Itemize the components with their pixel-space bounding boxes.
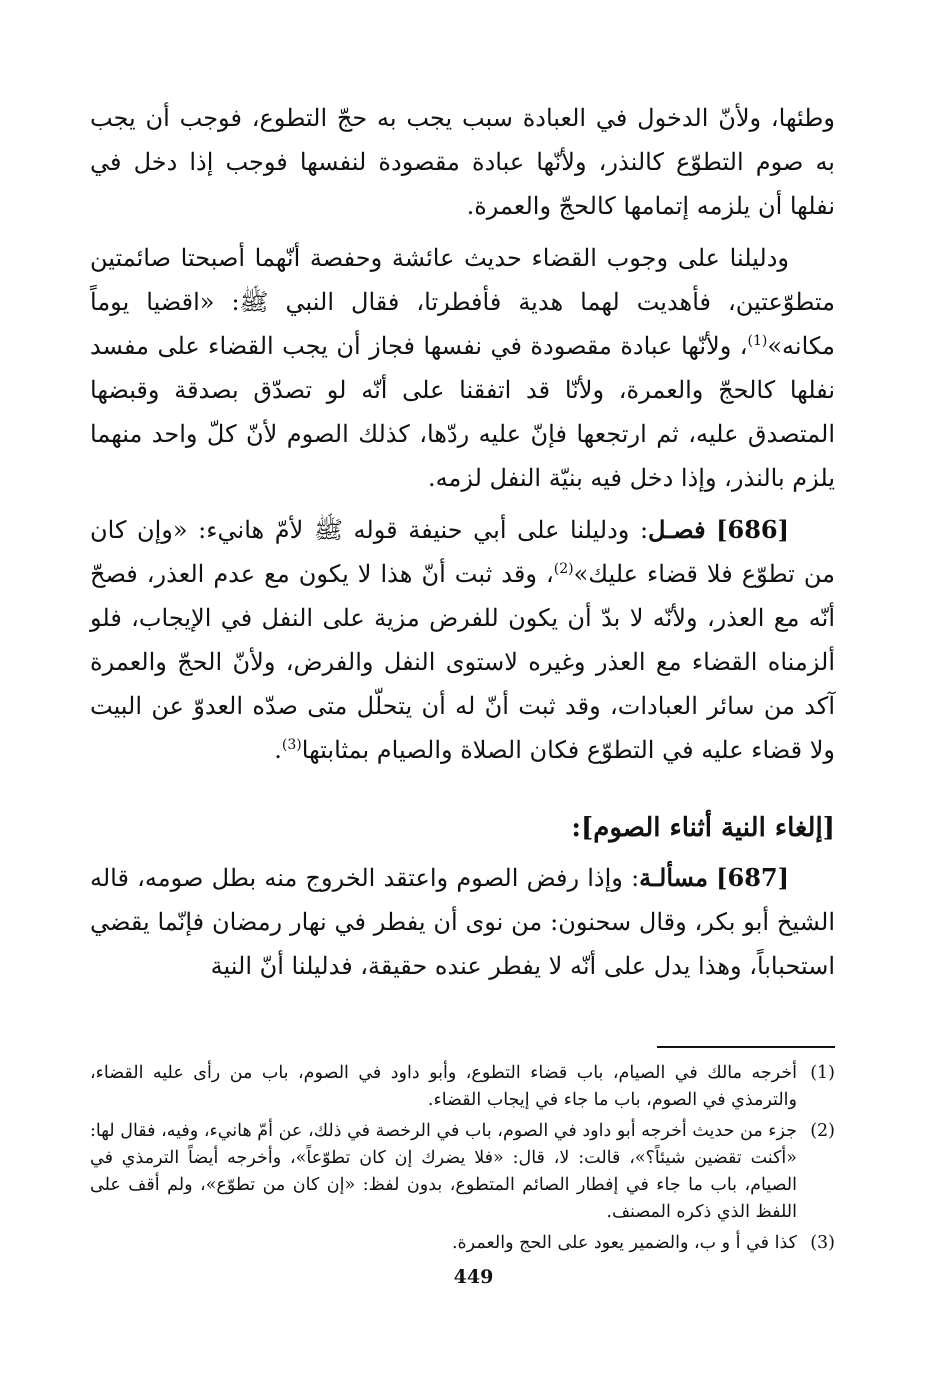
footnote-1: [90, 1060, 835, 1114]
main-text: [90, 96, 835, 988]
paragraph-1-text: وطئها، ولأنّ الدخول في العبادة سبب يجب به حجّ التطوع، فوجب أن يجب به صوم التطوّع كالنذر، ولأنّها عبادة مقصودة لنفسها فوجب إذا دخل في نفلها أن يلزمه إتمامها كالحجّ والعمرة.: [90, 104, 835, 220]
footnote-1-number: (1): [810, 1063, 835, 1083]
section-686-text-c: .: [274, 736, 282, 764]
section-686-text-a: : ودليلنا على أبي حنيفة قوله ﷺ لأمّ هانيء: «وإن كان من تطوّع فلا قضاء عليك»: [90, 516, 835, 588]
paragraph-1: [90, 96, 835, 228]
page-number: 449: [453, 1266, 494, 1288]
section-687-label: مسألـة: [639, 863, 708, 892]
footnote-ref-2[interactable]: (2): [553, 561, 574, 577]
section-687: [90, 856, 835, 988]
footnote-3: [90, 1230, 835, 1257]
section-686-text-b: ، وقد ثبت أنّ هذا لا يكون مع عدم العذر، فصحّ أنّه مع العذر، ولأنّه لا بدّ أن يكون للفرض مزية على النفل في الإيجاب، فلو ألزمناه القضاء مع العذر وغيره لاستوى النفل والفرض، ولأنّ الحجّ والعمرة آكد من سائر العبادات، وقد ثبت أنّ له أن يتحلّل متى صدّه العدوّ عن البيت ولا قضاء عليه في التطوّع فكان الصلاة والصيام بمثابتها: [90, 560, 835, 764]
footnote-2-number: (2): [810, 1121, 835, 1141]
footnote-2-text: جزء من حديث أخرجه أبو داود في الصوم، باب في الرخصة في ذلك، عن أمّ هانيء، وفيه، فقال لها: «أكنت تقضين شيئاً؟»، قالت: لا، قال: «فلا يضرك إن كان تطوّعاً»، وأخرجه أيضاً الترمذي في الصيام، باب ما جاء في إفطار الصائم المتطوع، بدون لفظ: «إن كان من تطوّع»، ولم أقف على اللفظ الذي ذكره المصنف.: [90, 1121, 797, 1222]
paragraph-2: [90, 236, 835, 500]
footnote-1-text: أخرجه مالك في الصيام، باب قضاء التطوع، وأبو داود في الصوم، باب من رأى عليه القضاء، والترمذي في الصوم، باب ما جاء في إيجاب القضاء.: [90, 1063, 797, 1110]
footnote-ref-3[interactable]: (3): [281, 737, 302, 753]
footnote-ref-1[interactable]: (1): [747, 333, 768, 349]
footnote-2: [90, 1118, 835, 1226]
paragraph-2-text-a: ودليلنا على وجوب القضاء حديث عائشة وحفصة أنّهما أصبحتا صائمتين متطوّعتين، فأهديت لهما هدية فأفطرتا، فقال النبي ﷺ: «اقضيا يوماً مكانه»: [90, 244, 835, 360]
section-686: [90, 508, 835, 772]
section-687-number: [687]: [716, 863, 789, 892]
section-687-text: : وإذا رفض الصوم واعتقد الخروج منه بطل صومه، قاله الشيخ أبو بكر، وقال سحنون: من نوى أن يفطر في نهار رمضان فإنّما يقضي استحباباً، وهذا يدل على أنّه لا يفطر عنده حقيقة، فدليلنا أنّ النية: [90, 864, 835, 980]
section-heading: [إلغاء النية أثناء الصوم]:: [571, 813, 835, 843]
footnotes: [90, 1060, 835, 1257]
footnote-divider: [657, 1046, 835, 1048]
footnote-3-text: كذا في أ و ب، والضمير يعود على الحج والعمرة.: [451, 1233, 797, 1253]
section-686-number: [686]: [716, 515, 789, 544]
section-686-label: فصـل: [648, 515, 706, 544]
paragraph-2-text-b: ، ولأنّها عبادة مقصودة في نفسها فجاز أن يجب القضاء على مفسد نفلها كالحجّ والعمرة، ولأنّا قد اتفقنا على أنّه لو تصدّق بصدقة وقبضها المتصدق عليه، ثم ارتجعها فإنّ عليه ردّها، كذلك الصوم لأنّ كلّ واحد منهما يلزم بالنذر، وإذا دخل فيه بنيّة النفل لزمه.: [90, 332, 836, 492]
footnote-3-number: (3): [810, 1233, 835, 1253]
